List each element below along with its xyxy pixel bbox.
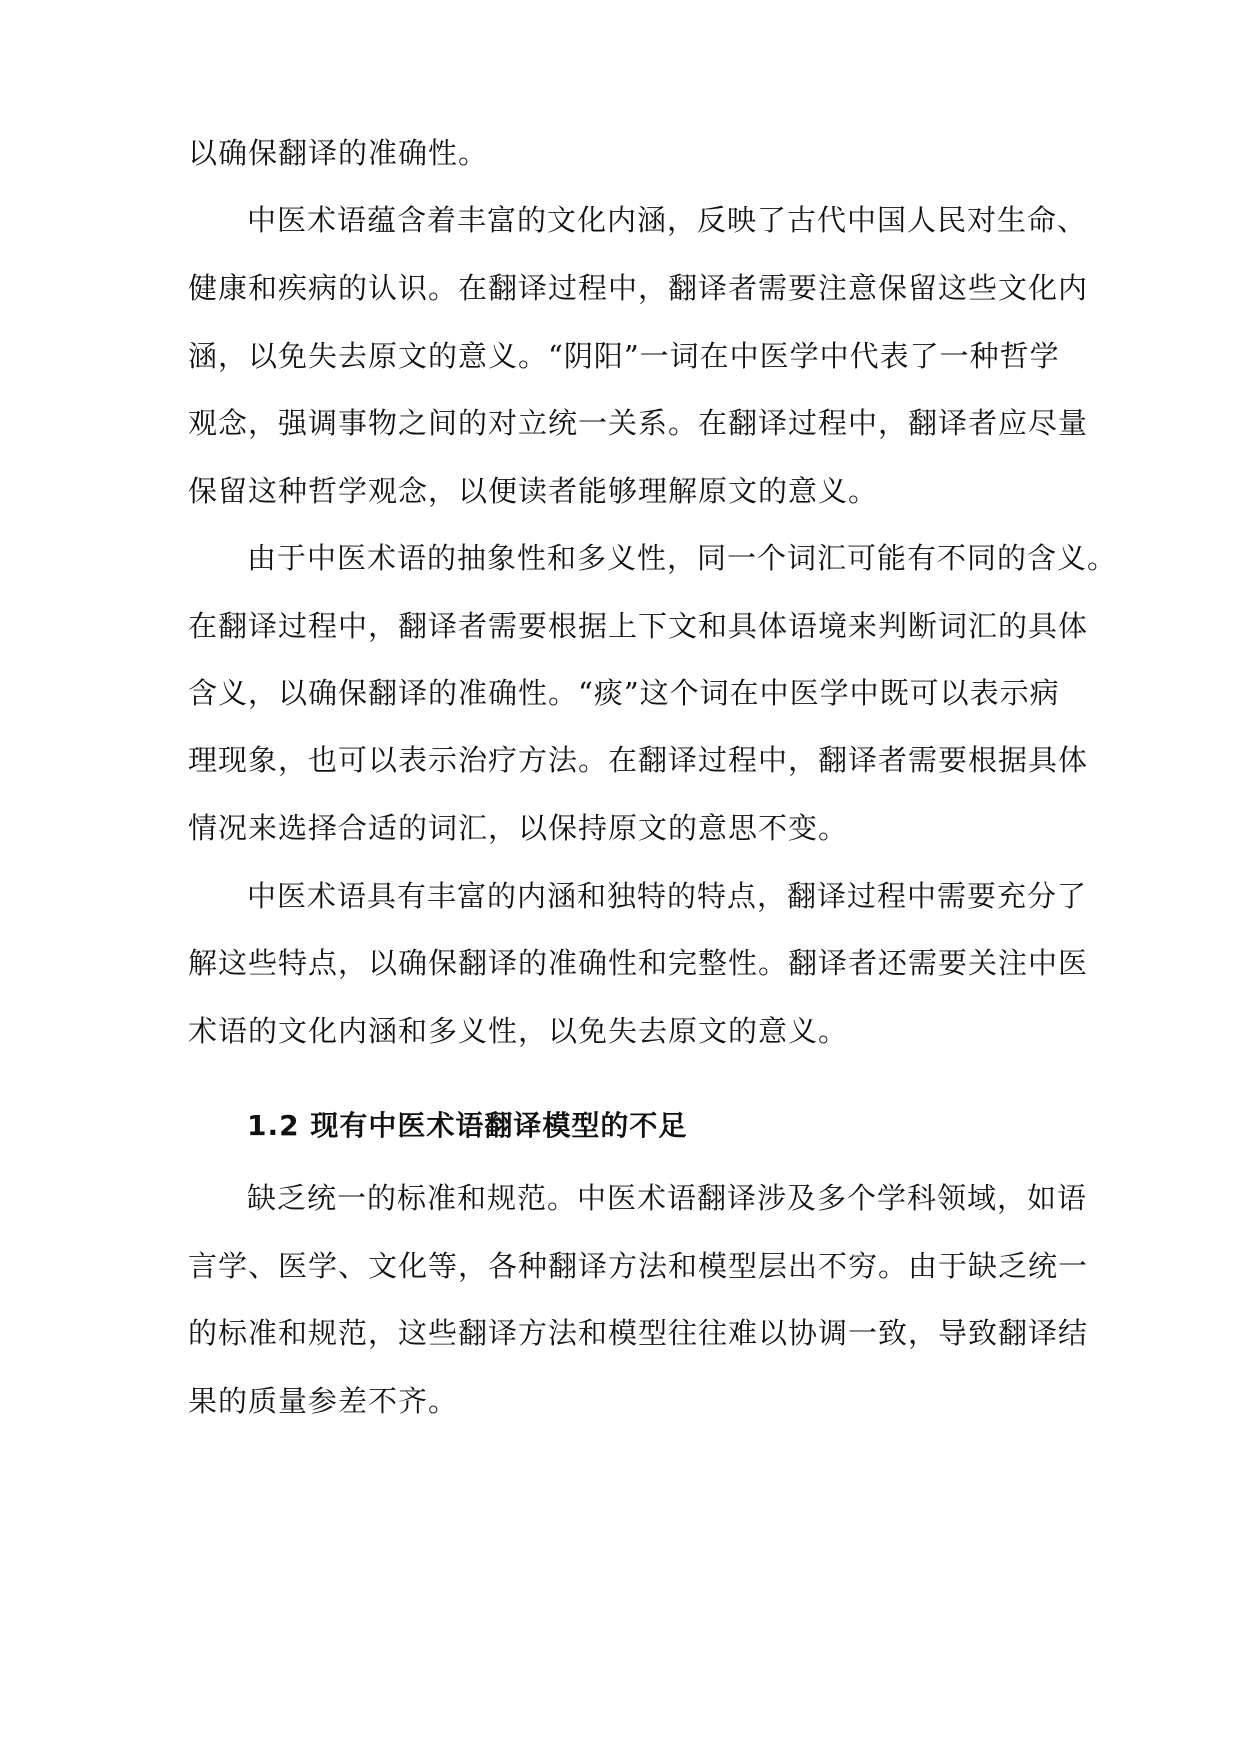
paragraph-line: 涵，以免失去原文的意义。“阴阳”一词在中医学中代表了一种哲学 [188,339,1060,373]
paragraph-line: 情况来选择合适的词汇，以保持原文的意思不变。 [188,811,849,845]
paragraph-line: 中医术语蕴含着丰富的文化内涵，反映了古代中国人民对生命、 [247,203,1088,237]
paragraph-line: 的标准和规范，这些翻译方法和模型往往难以协调一致，导致翻译结 [188,1316,1089,1350]
paragraph-line: 果的质量参差不齐。 [188,1384,459,1418]
paragraph-line: 中医术语具有丰富的内涵和独特的特点，翻译过程中需要充分了 [247,879,1088,913]
paragraph-line: 理现象，也可以表示治疗方法。在翻译过程中，翻译者需要根据具体 [188,743,1089,777]
paragraph-line: 言学、医学、文化等，各种翻译方法和模型层出不穷。由于缺乏统一 [188,1249,1089,1283]
paragraph-line: 在翻译过程中，翻译者需要根据上下文和具体语境来判断词汇的具体 [188,609,1089,643]
paragraph-line: 术语的文化内涵和多义性，以免失去原文的意义。 [188,1014,849,1048]
paragraph-line: 健康和疾病的认识。在翻译过程中，翻译者需要注意保留这些文化内 [188,271,1089,305]
paragraph-line: 保留这种哲学观念，以便读者能够理解原文的意义。 [188,474,879,508]
paragraph-line: 含义，以确保翻译的准确性。“痰”这个词在中医学中既可以表示病 [188,676,1060,710]
paragraph-line: 以确保翻译的准确性。 [188,136,489,170]
paragraph-line: 解这些特点，以确保翻译的准确性和完整性。翻译者还需要关注中医 [188,946,1089,980]
section-heading: 1.2 现有中医术语翻译模型的不足 [247,1109,688,1142]
paragraph-line: 观念，强调事物之间的对立统一关系。在翻译过程中，翻译者应尽量 [188,406,1089,440]
paragraph-line: 缺乏统一的标准和规范。中医术语翻译涉及多个学科领域，如语 [247,1181,1088,1215]
paragraph-line: 由于中医术语的抽象性和多义性，同一个词汇可能有不同的含义。 [247,541,1118,575]
